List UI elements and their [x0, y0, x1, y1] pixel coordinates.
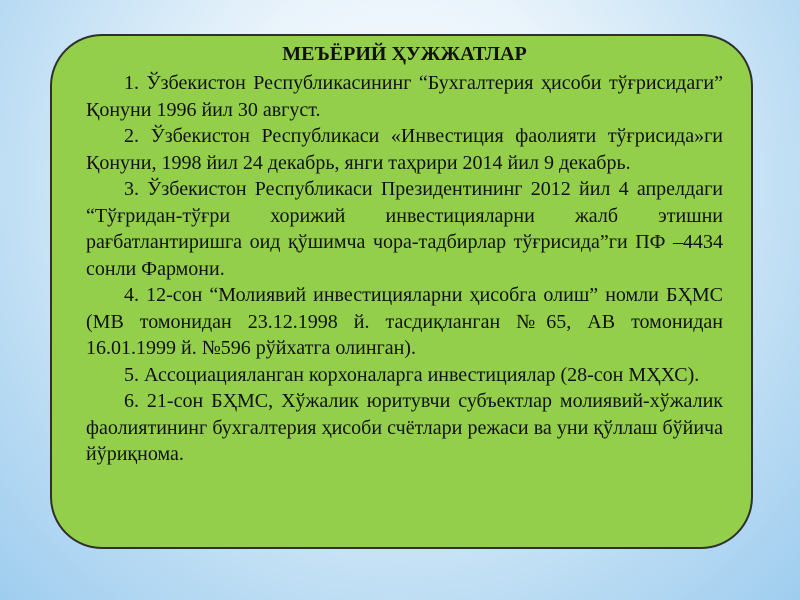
list-item-2: 2. Ўзбекистон Республикаси «Инвестиция фаолияти тўғрисида»ги Қонуни, 1998 йил 24 декабрь, янги таҳрири 2014 йил 9 декабрь.	[86, 125, 723, 174]
content-panel	[50, 34, 753, 549]
list-item-1: 1. Ўзбекистон Республикасининг “Бухгалтерия ҳисоби тўғрисидаги” Қонуни 1996 йил 30 август.	[86, 72, 723, 121]
list-item-6: 6. 21-сон БҲМС, Хўжалик юритувчи субъектлар молиявий-хўжалик фаолиятининг бухгалтерия ҳисоби счётлари режаси ва уни қўллаш бўйича йўриқнома.	[86, 390, 723, 465]
list-item-3: 3. Ўзбекистон Республикаси Президентининг 2012 йил 4 апрелдаги “Тўғридан-тўғри хорижий инвестицияларни жалб этишни рағбатлантиришга оид қўшимча чора-тадбирлар тўғрисида”ги ПФ –4434 сонли Фармони.	[86, 178, 723, 280]
page-title: МЕЪЁРИЙ ҲУЖЖАТЛАР	[282, 43, 527, 65]
list-item-4: 4. 12-сон “Молиявий инвестицияларни ҳисобга олиш” номли БҲМС (МВ томонидан 23.12.1998 й. тасдиқланган №65, АВ томонидан 16.01.1999 й. №596 рўйхатга олинган).	[86, 284, 723, 359]
list-item-5: 5. Ассоциацияланган корхоналарга инвестициялар (28-сон МҲХС).	[124, 363, 700, 386]
